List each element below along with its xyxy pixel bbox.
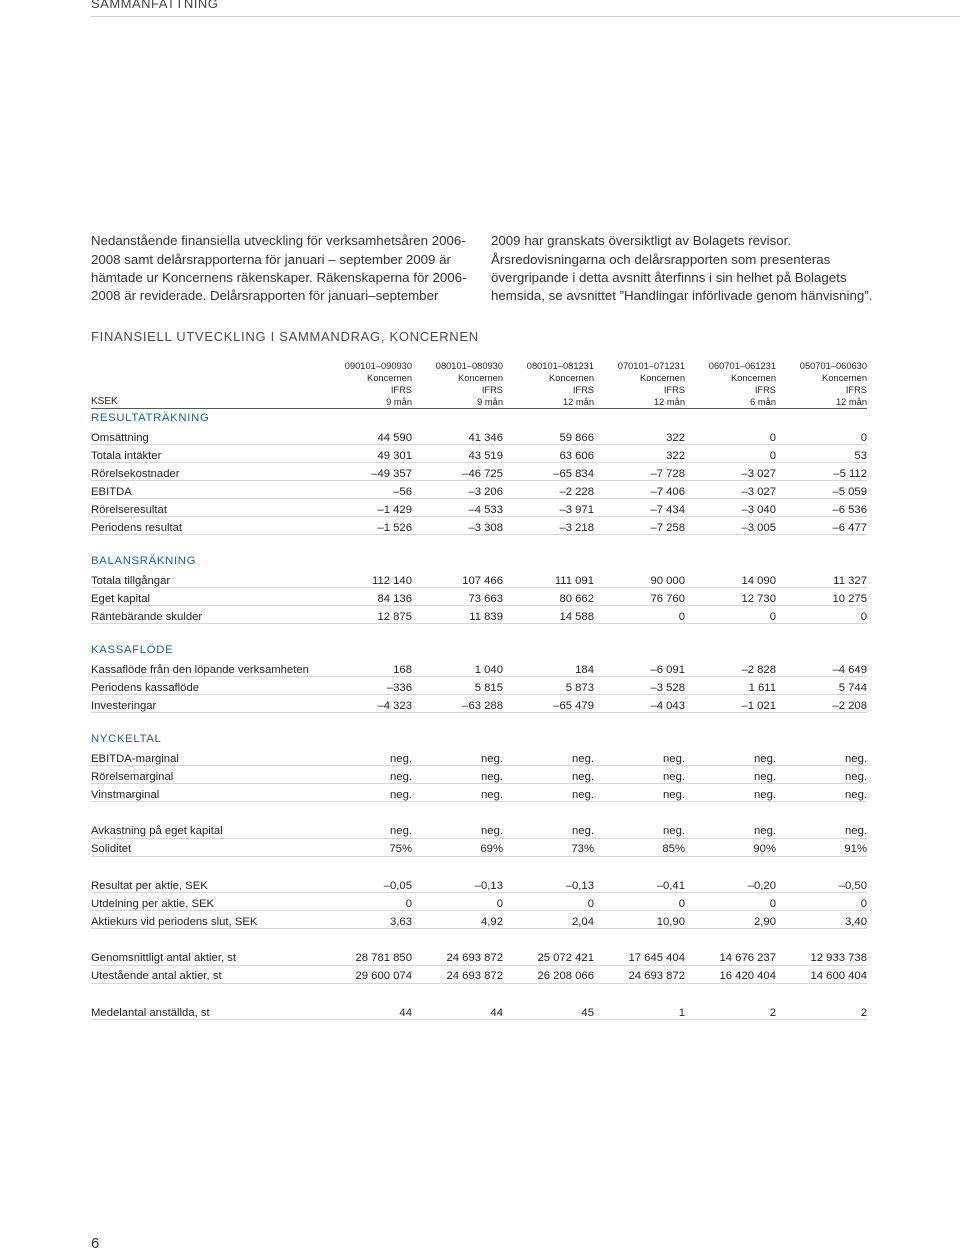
intro-text-right: 2009 har granskats översiktligt av Bolagets revisor. Årsredovisningarna och delårsrapporten som presenteras övergripande i detta avsnitt återfinns i sin helhet på Bolagets hemsida, se avsnittet ”Handlingar införlivade genom hänvisning”.	[491, 233, 873, 303]
page-header-title: SAMMANFATTNING	[91, 0, 219, 11]
cell-value: –5 059	[776, 481, 867, 499]
row-label: Kassaflöde från den löpande verksamheten	[91, 659, 321, 677]
table-row	[91, 659, 867, 677]
group-heading-row	[91, 409, 867, 428]
cell-value: –4 533	[412, 499, 503, 517]
cell-value: 84 136	[321, 588, 412, 606]
cell-value: 107 466	[412, 570, 503, 588]
cell-value: 73%	[503, 838, 594, 856]
cell-value: 0	[776, 427, 867, 445]
cell-value: –3 005	[685, 517, 776, 535]
cell-value: 26 208 066	[503, 965, 594, 983]
group-heading: RESULTATRÄKNING	[91, 412, 210, 424]
cell-value: 4,92	[412, 911, 503, 929]
column-period: 090101–090930	[344, 361, 412, 371]
cell-value: 12 933 738	[776, 948, 867, 966]
cell-value: 14 676 237	[685, 948, 776, 966]
cell-value: –2 208	[776, 695, 867, 713]
cell-value: 59 866	[503, 427, 594, 445]
spacer-row	[91, 929, 867, 948]
group-heading-row	[91, 624, 867, 660]
cell-value: 41 346	[412, 427, 503, 445]
cell-value: 1 611	[685, 677, 776, 695]
cell-value: 43 519	[412, 445, 503, 463]
cell-value: neg.	[594, 748, 685, 766]
cell-value: –56	[321, 481, 412, 499]
cell-value: 5 815	[412, 677, 503, 695]
table-row	[91, 427, 867, 445]
cell-value: –1 526	[321, 517, 412, 535]
cell-value: neg.	[503, 748, 594, 766]
cell-value: 111 091	[503, 570, 594, 588]
cell-value: –1 021	[685, 695, 776, 713]
cell-value: neg.	[776, 748, 867, 766]
cell-value: 90 000	[594, 570, 685, 588]
cell-value: 80 662	[503, 588, 594, 606]
column-period: 080101–081231	[526, 361, 594, 371]
spacer-row	[91, 983, 867, 1002]
cell-value: 44 590	[321, 427, 412, 445]
cell-value: –0,50	[776, 875, 867, 893]
header-spacer	[91, 360, 321, 372]
cell-value: 14 090	[685, 570, 776, 588]
cell-value: 0	[594, 606, 685, 624]
row-label: Utestående antal aktier, st	[91, 965, 321, 983]
cell-value: 10 275	[776, 588, 867, 606]
cell-value: 76 760	[594, 588, 685, 606]
cell-value: –3 206	[412, 481, 503, 499]
cell-value: 49 301	[321, 445, 412, 463]
cell-value: 5 873	[503, 677, 594, 695]
cell-value: 12 730	[685, 588, 776, 606]
cell-value: –46 725	[412, 463, 503, 481]
page-number: 6	[91, 1235, 100, 1252]
cell-value: neg.	[776, 784, 867, 802]
cell-value: neg.	[503, 766, 594, 784]
cell-value: 2,90	[685, 911, 776, 929]
cell-value: 0	[685, 893, 776, 911]
cell-value: –7 434	[594, 499, 685, 517]
cell-value: 14 600 404	[776, 965, 867, 983]
intro-text-left: Nedanstående finansiella utveckling för verksamhetsåren 2006-2008 samt delårsrapporterna för januari – september 2009 är hämtade ur Koncernens räkenskaper. Räkenskaperna för 2006-2008 är reviderade. Delårsrapporten för januari–september	[91, 233, 467, 303]
cell-value: neg.	[685, 784, 776, 802]
table-row	[91, 588, 867, 606]
column-standard: IFRS	[390, 385, 412, 395]
table-row	[91, 517, 867, 535]
spacer-cell	[91, 929, 867, 948]
cell-value: 14 588	[503, 606, 594, 624]
table-row	[91, 766, 867, 784]
cell-value: neg.	[685, 748, 776, 766]
cell-value: 85%	[594, 838, 685, 856]
cell-value: 0	[776, 893, 867, 911]
cell-value: 11 839	[412, 606, 503, 624]
cell-value: –4 323	[321, 695, 412, 713]
row-label: Omsättning	[91, 427, 321, 445]
column-length: 9 mån	[321, 396, 412, 409]
cell-value: 75%	[321, 838, 412, 856]
header-row-length	[91, 396, 867, 409]
cell-value: –0,41	[594, 875, 685, 893]
cell-value: 0	[594, 893, 685, 911]
cell-value: –6 536	[776, 499, 867, 517]
cell-value: neg.	[594, 784, 685, 802]
cell-value: 28 781 850	[321, 948, 412, 966]
cell-value: neg.	[776, 821, 867, 839]
cell-value: neg.	[412, 784, 503, 802]
table-row	[91, 1002, 867, 1020]
row-label: Totala tillgångar	[91, 570, 321, 588]
row-label: Räntebärande skulder	[91, 606, 321, 624]
spacer-row	[91, 802, 867, 821]
column-period: 070101–071231	[617, 361, 685, 371]
cell-value: neg.	[412, 766, 503, 784]
cell-value: 24 693 872	[594, 965, 685, 983]
cell-value: 24 693 872	[412, 965, 503, 983]
row-label: Investeringar	[91, 695, 321, 713]
column-length: 12 mån	[594, 396, 685, 409]
cell-value: –6 477	[776, 517, 867, 535]
row-label: Rörelsekostnader	[91, 463, 321, 481]
cell-value: 25 072 421	[503, 948, 594, 966]
cell-value: –3 027	[685, 481, 776, 499]
cell-value: –3 971	[503, 499, 594, 517]
table-row	[91, 677, 867, 695]
column-length: 12 mån	[776, 396, 867, 409]
cell-value: neg.	[412, 748, 503, 766]
cell-value: –5 112	[776, 463, 867, 481]
cell-value: –2 228	[503, 481, 594, 499]
cell-value: 5 744	[776, 677, 867, 695]
cell-value: 2	[685, 1002, 776, 1020]
header-rule	[91, 16, 960, 17]
row-label: Totala intäkter	[91, 445, 321, 463]
table-row	[91, 875, 867, 893]
cell-value: 11 327	[776, 570, 867, 588]
column-entity: Koncernen	[458, 373, 503, 383]
column-entity: Koncernen	[549, 373, 594, 383]
cell-value: 0	[685, 445, 776, 463]
cell-value: –6 091	[594, 659, 685, 677]
row-label: Vinstmarginal	[91, 784, 321, 802]
group-heading-row	[91, 535, 867, 571]
cell-value: –4 043	[594, 695, 685, 713]
table-row	[91, 965, 867, 983]
cell-value: –49 357	[321, 463, 412, 481]
group-heading-row	[91, 713, 867, 749]
cell-value: 24 693 872	[412, 948, 503, 966]
cell-value: 0	[412, 893, 503, 911]
cell-value: 16 420 404	[685, 965, 776, 983]
cell-value: –3 027	[685, 463, 776, 481]
cell-value: –3 040	[685, 499, 776, 517]
cell-value: 1	[594, 1002, 685, 1020]
row-label: Periodens resultat	[91, 517, 321, 535]
column-period: 050701–060630	[799, 361, 867, 371]
table-row	[91, 606, 867, 624]
cell-value: 112 140	[321, 570, 412, 588]
column-entity: Koncernen	[822, 373, 867, 383]
cell-value: neg.	[321, 766, 412, 784]
row-label: Medelantal anställda, st	[91, 1002, 321, 1020]
cell-value: 0	[685, 427, 776, 445]
cell-value: neg.	[503, 784, 594, 802]
row-label: Resultat per aktie, SEK	[91, 875, 321, 893]
cell-value: 3,40	[776, 911, 867, 929]
cell-value: 184	[503, 659, 594, 677]
table-row	[91, 893, 867, 911]
cell-value: –65 479	[503, 695, 594, 713]
column-length: 12 mån	[503, 396, 594, 409]
cell-value: –3 528	[594, 677, 685, 695]
row-label: Avkastning på eget kapital	[91, 821, 321, 839]
cell-value: 53	[776, 445, 867, 463]
cell-value: –7 258	[594, 517, 685, 535]
cell-value: 73 663	[412, 588, 503, 606]
column-length: 6 mån	[685, 396, 776, 409]
cell-value: 0	[321, 893, 412, 911]
column-entity: Koncernen	[640, 373, 685, 383]
spacer-cell	[91, 983, 867, 1002]
spacer-cell	[91, 802, 867, 821]
cell-value: 2	[776, 1002, 867, 1020]
header-row-standard	[91, 384, 867, 396]
cell-value: –0,13	[412, 875, 503, 893]
cell-value: 322	[594, 445, 685, 463]
column-period: 080101–080930	[435, 361, 503, 371]
header-row-entity	[91, 372, 867, 384]
cell-value: –0,13	[503, 875, 594, 893]
table-row	[91, 748, 867, 766]
column-standard: IFRS	[481, 385, 503, 395]
table-row	[91, 481, 867, 499]
financial-summary-table	[91, 360, 867, 1020]
row-label: Aktiekurs vid periodens slut, SEK	[91, 911, 321, 929]
row-label: Soliditet	[91, 838, 321, 856]
row-label: Eget kapital	[91, 588, 321, 606]
page-header	[91, 0, 960, 16]
cell-value: 29 600 074	[321, 965, 412, 983]
cell-value: 322	[594, 427, 685, 445]
group-heading: NYCKELTAL	[91, 733, 162, 745]
cell-value: 10,90	[594, 911, 685, 929]
group-heading: KASSAFLÖDE	[91, 644, 174, 656]
table-row	[91, 463, 867, 481]
cell-value: 69%	[412, 838, 503, 856]
cell-value: –1 429	[321, 499, 412, 517]
cell-value: –63 288	[412, 695, 503, 713]
cell-value: 1 040	[412, 659, 503, 677]
cell-value: neg.	[776, 766, 867, 784]
section-title: FINANSIELL UTVECKLING I SAMMANDRAG, KONCERNEN	[91, 329, 479, 344]
cell-value: 63 606	[503, 445, 594, 463]
cell-value: 168	[321, 659, 412, 677]
cell-value: –336	[321, 677, 412, 695]
header-spacer	[91, 372, 321, 384]
cell-value: 0	[503, 893, 594, 911]
cell-value: neg.	[685, 821, 776, 839]
cell-value: neg.	[685, 766, 776, 784]
table-row	[91, 784, 867, 802]
cell-value: neg.	[594, 766, 685, 784]
row-label: EBITDA	[91, 481, 321, 499]
cell-value: neg.	[321, 784, 412, 802]
cell-value: –0,05	[321, 875, 412, 893]
table-row	[91, 499, 867, 517]
cell-value: 44	[321, 1002, 412, 1020]
cell-value: neg.	[412, 821, 503, 839]
column-period: 060701–061231	[708, 361, 776, 371]
cell-value: 12 875	[321, 606, 412, 624]
table-row	[91, 821, 867, 839]
group-heading: BALANSRÄKNING	[91, 555, 197, 567]
cell-value: 44	[412, 1002, 503, 1020]
cell-value: neg.	[503, 821, 594, 839]
column-length: 9 mån	[412, 396, 503, 409]
cell-value: 45	[503, 1002, 594, 1020]
column-standard: IFRS	[845, 385, 867, 395]
cell-value: –7 728	[594, 463, 685, 481]
header-spacer	[91, 384, 321, 396]
cell-value: –0,20	[685, 875, 776, 893]
cell-value: neg.	[321, 821, 412, 839]
table-body	[91, 409, 867, 1020]
column-entity: Koncernen	[731, 373, 776, 383]
spacer-row	[91, 856, 867, 875]
column-standard: IFRS	[572, 385, 594, 395]
table-header	[91, 360, 867, 409]
cell-value: –65 834	[503, 463, 594, 481]
cell-value: 0	[685, 606, 776, 624]
column-standard: IFRS	[663, 385, 685, 395]
row-label: Rörelseresultat	[91, 499, 321, 517]
table-row	[91, 911, 867, 929]
table-row	[91, 838, 867, 856]
row-label: EBITDA-marginal	[91, 748, 321, 766]
cell-value: –7 406	[594, 481, 685, 499]
cell-value: –3 218	[503, 517, 594, 535]
spacer-cell	[91, 856, 867, 875]
table-row	[91, 445, 867, 463]
cell-value: 2,04	[503, 911, 594, 929]
cell-value: 3,63	[321, 911, 412, 929]
row-label: Genomsnittligt antal aktier, st	[91, 948, 321, 966]
cell-value: –2 828	[685, 659, 776, 677]
cell-value: neg.	[594, 821, 685, 839]
table-row	[91, 948, 867, 966]
row-label: Periodens kassaflöde	[91, 677, 321, 695]
cell-value: neg.	[321, 748, 412, 766]
header-row-period	[91, 360, 867, 372]
table-row	[91, 570, 867, 588]
row-label: Rörelsemarginal	[91, 766, 321, 784]
column-standard: IFRS	[754, 385, 776, 395]
row-label: Utdelning per aktie, SEK	[91, 893, 321, 911]
cell-value: –3 308	[412, 517, 503, 535]
cell-value: 91%	[776, 838, 867, 856]
cell-value: –4 649	[776, 659, 867, 677]
cell-value: 90%	[685, 838, 776, 856]
column-entity: Koncernen	[367, 373, 412, 383]
cell-value: 0	[776, 606, 867, 624]
ksek-label: KSEK	[91, 396, 321, 409]
table-row	[91, 695, 867, 713]
cell-value: 17 645 404	[594, 948, 685, 966]
